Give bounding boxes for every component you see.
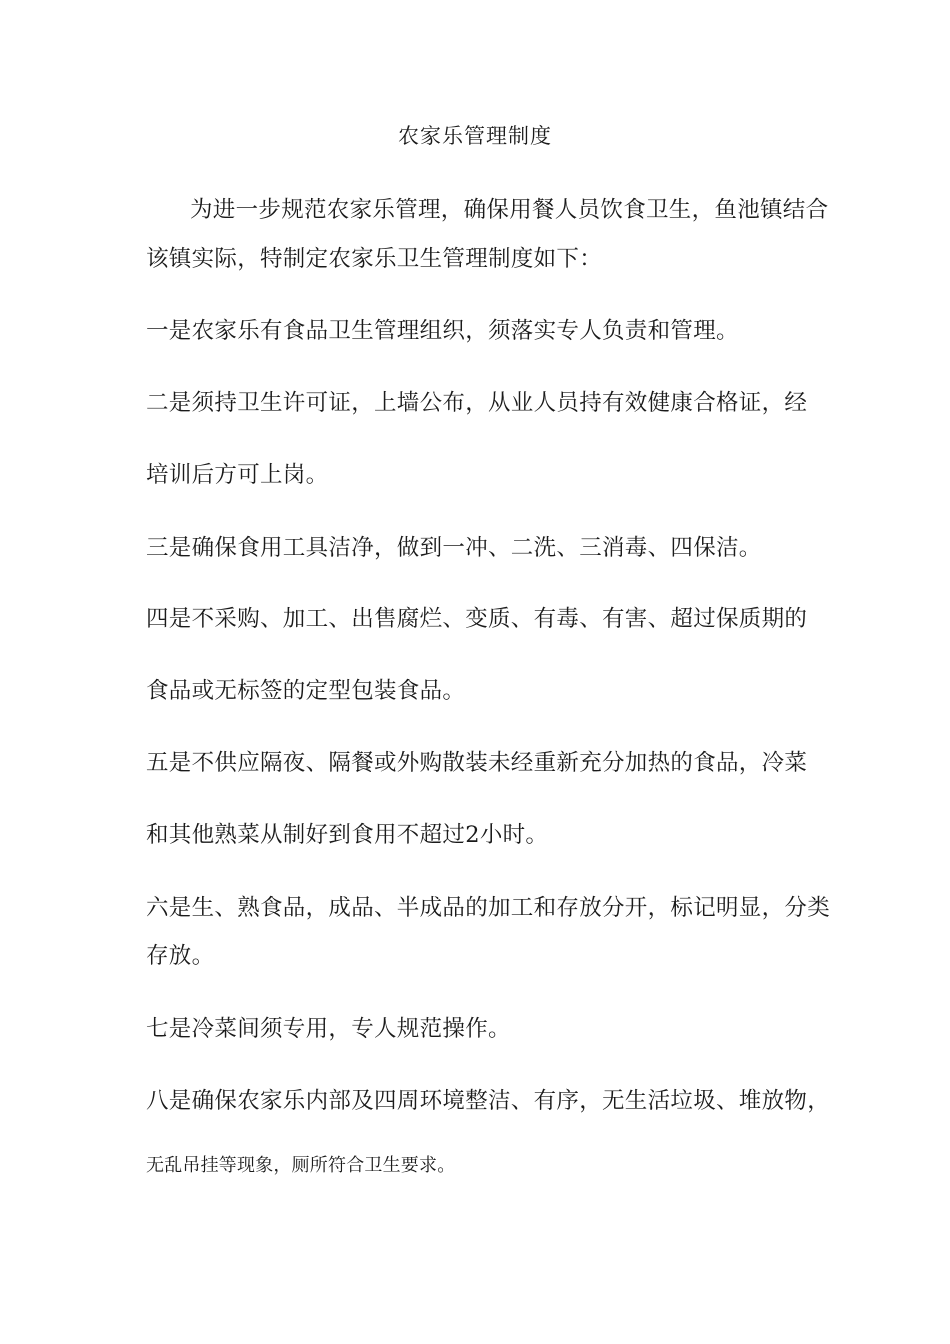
rule-8-line-1: 八是确保农家乐内部及四周环境整洁、有序，无生活垃圾、堆放物， [146, 1088, 831, 1114]
rule-4-line-1: 四是不采购、加工、出售腐烂、变质、有毒、有害、超过保质期的 [146, 606, 808, 632]
rule-5-line-1: 五是不供应隔夜、隔餐或外购散装未经重新充分加热的食品，冷菜 [146, 750, 808, 776]
rule-3-line-1: 三是确保食用工具洁净，做到一冲、二洗、三消毒、四保洁。 [146, 535, 762, 561]
rule-2-line-2: 培训后方可上岗。 [146, 462, 329, 488]
rule-4-line-2: 食品或无标签的定型包装食品。 [146, 678, 466, 704]
rule-6-line-1: 六是生、熟食品，成品、半成品的加工和存放分开，标记明显，分类 [146, 895, 831, 921]
intro-line-2: 该镇实际，特制定农家乐卫生管理制度如下： [146, 246, 603, 272]
rule-6-line-2: 存放。 [146, 943, 215, 969]
intro-line-1: 为进一步规范农家乐管理，确保用餐人员饮食卫生，鱼池镇结合 [190, 197, 829, 223]
rule-2-line-1: 二是须持卫生许可证，上墙公布，从业人员持有效健康合格证，经 [146, 390, 808, 416]
rule-8-line-2: 无乱吊挂等现象，厕所符合卫生要求。 [146, 1155, 456, 1176]
rule-7-line-1: 七是冷菜间须专用，专人规范操作。 [146, 1016, 511, 1042]
document-title: 农家乐管理制度 [398, 124, 552, 148]
rule-5-line-2: 和其他熟菜从制好到食用不超过2小时。 [146, 822, 549, 848]
rule-1-line-1: 一是农家乐有食品卫生管理组织，须落实专人负责和管理。 [146, 318, 739, 344]
